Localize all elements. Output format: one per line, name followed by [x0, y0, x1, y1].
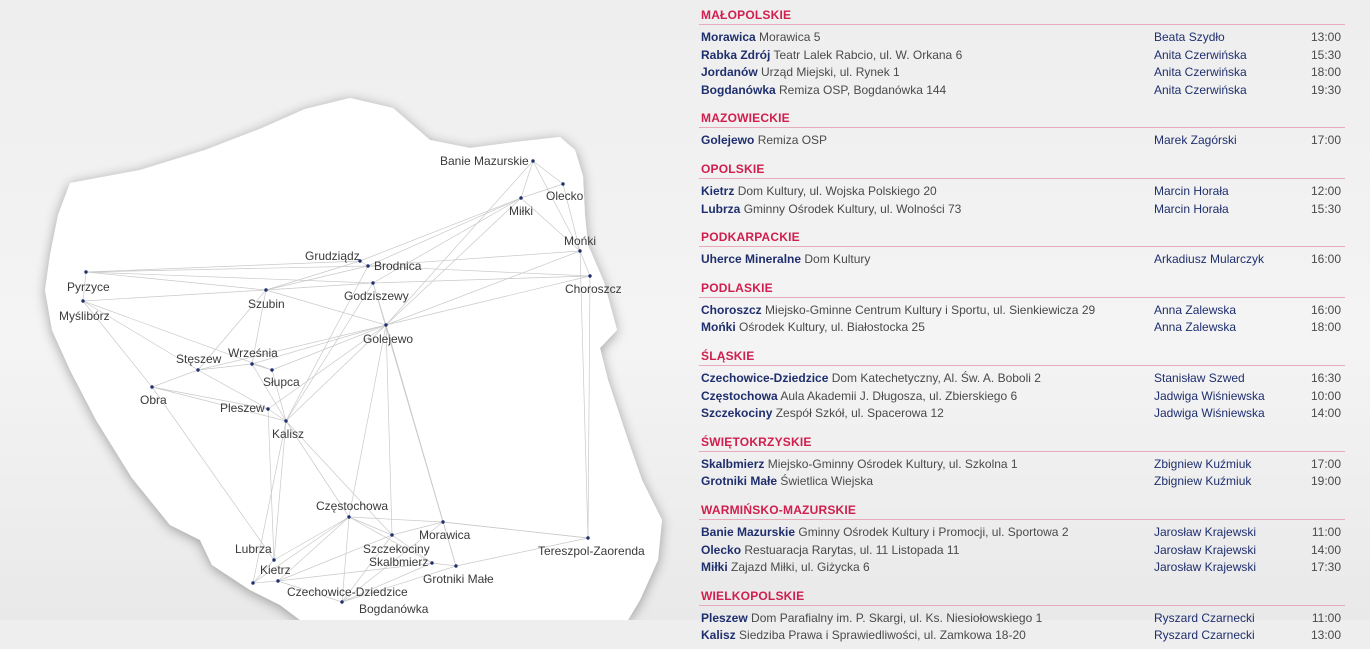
- city-label: Bogdanówka: [359, 602, 429, 616]
- region-section: [699, 222, 1345, 273]
- city-label: Częstochowa: [316, 499, 389, 513]
- route-map-svg: [0, 0, 690, 620]
- event-speaker: Jarosław Krajewski: [1154, 560, 1257, 575]
- event-row: [699, 610, 1345, 628]
- city-label: Grotniki Małe: [423, 572, 494, 586]
- event-town: Częstochowa: [701, 388, 778, 403]
- event-venue: Urząd Miejski, ul. Rynek 1: [761, 65, 900, 80]
- city-label: Brodnica: [374, 259, 422, 273]
- event-venue: Świetlica Wiejska: [780, 474, 874, 489]
- city-dot: [441, 520, 444, 523]
- city-dot: [196, 368, 199, 371]
- event-speaker: Marcin Horała: [1154, 201, 1229, 216]
- region-rows: [699, 452, 1345, 495]
- event-time: 17:00: [1310, 456, 1341, 471]
- event-venue: Remiza OSP: [757, 133, 828, 148]
- event-time: 13:00: [1310, 628, 1341, 643]
- region-rows: [699, 179, 1345, 222]
- event-speaker: Jarosław Krajewski: [1154, 542, 1257, 557]
- city-dot: [561, 182, 564, 185]
- event-town: Czechowice-Dziedzice: [701, 370, 829, 385]
- event-row: [699, 319, 1345, 337]
- event-venue: Morawica 5: [759, 30, 821, 44]
- event-town: Lubrza: [701, 201, 741, 216]
- city-dot: [454, 564, 457, 567]
- region-header: ŚWIĘTOKRZYSKIE: [699, 427, 1345, 452]
- event-row: [699, 542, 1345, 560]
- city-dot: [81, 299, 84, 302]
- city-label: Pyrzyce: [67, 280, 110, 294]
- city-label: Olecko: [546, 189, 584, 203]
- event-row: [699, 524, 1345, 542]
- city-dot: [270, 368, 273, 371]
- event-speaker: Jadwiga Wiśniewska: [1154, 388, 1265, 403]
- event-town: Szczekociny: [701, 406, 773, 421]
- event-speaker: Anna Zalewska: [1154, 320, 1237, 335]
- event-town: Banie Mazurskie: [701, 524, 796, 539]
- event-venue: Miejsko-Gminny Ośrodek Kultury, ul. Szkolna 1: [767, 456, 1018, 471]
- event-row: [699, 132, 1345, 150]
- city-label: Pleszew: [220, 401, 265, 415]
- event-venue: Restuaracja Rarytas, ul. 11 Listopada 11: [744, 542, 960, 557]
- event-venue: Remiza OSP, Bogdanówka 144: [779, 82, 947, 97]
- city-label: Morawica: [419, 528, 471, 542]
- city-dot: [390, 533, 393, 536]
- region-rows: [699, 366, 1345, 427]
- city-dot: [519, 196, 522, 199]
- event-time: 14:00: [1310, 542, 1341, 557]
- city-label: Lubrza: [235, 542, 272, 556]
- event-speaker: Anita Czerwińska: [1154, 47, 1247, 62]
- event-speaker: Anna Zalewska: [1154, 302, 1237, 317]
- city-dot: [284, 419, 287, 422]
- event-row: [699, 627, 1345, 645]
- city-dot: [430, 561, 433, 564]
- event-venue: Zespół Szkół, ul. Spacerowa 12: [775, 406, 944, 421]
- event-town: Grotniki Małe: [701, 474, 778, 489]
- region-header: ŚLĄSKIE: [699, 341, 1345, 366]
- event-row: [699, 370, 1345, 388]
- city-label: Stęszew: [176, 352, 222, 366]
- event-row: [699, 473, 1345, 491]
- event-speaker: Jadwiga Wiśniewska: [1154, 406, 1265, 421]
- event-venue: Teatr Lalek Rabcio, ul. W. Orkana 6: [773, 47, 963, 62]
- event-speaker: Zbigniew Kuźmiuk: [1154, 474, 1252, 489]
- city-dot: [251, 581, 254, 584]
- city-dot: [384, 323, 387, 326]
- event-row: [699, 456, 1345, 474]
- city-dot: [347, 515, 350, 518]
- event-town: Bogdanówka: [701, 82, 776, 97]
- region-header: WARMIŃSKO-MAZURSKIE: [699, 495, 1345, 520]
- event-venue: Miejsko-Gminne Centrum Kultury i Sportu, ul. Sienkiewicza 29: [765, 302, 1096, 317]
- event-town: Rabka Zdrój: [701, 47, 771, 62]
- event-time: 11:00: [1311, 610, 1341, 625]
- city-label: Słupca: [263, 375, 300, 389]
- region-header: WIELKOPOLSKIE: [699, 581, 1345, 606]
- city-dot: [578, 249, 581, 252]
- city-label: Mońki: [564, 234, 597, 248]
- event-speaker: Anita Czerwińska: [1154, 82, 1247, 97]
- event-schedule: [699, 0, 1345, 643]
- region-section: [699, 495, 1345, 581]
- city-dot: [588, 274, 591, 277]
- event-speaker: Jarosław Krajewski: [1154, 524, 1257, 539]
- event-venue: Dom Kultury: [804, 252, 871, 267]
- region-section: [699, 154, 1345, 222]
- region-section: [699, 581, 1345, 649]
- event-time: 19:30: [1310, 82, 1341, 97]
- event-speaker: Zbigniew Kuźmiuk: [1154, 456, 1252, 471]
- event-time: 10:00: [1310, 388, 1341, 403]
- event-time: 17:00: [1310, 133, 1341, 148]
- event-row: [699, 251, 1345, 269]
- event-venue: Dom Katechetyczny, Al. Św. A. Boboli 2: [831, 370, 1041, 385]
- region-rows: [699, 25, 1345, 103]
- event-venue: Ośrodek Kultury, ul. Białostocka 25: [739, 320, 925, 335]
- city-dot: [272, 558, 275, 561]
- event-time: 15:30: [1310, 201, 1341, 216]
- event-speaker: Beata Szydło: [1154, 30, 1225, 44]
- city-label: Godziszewy: [344, 289, 409, 303]
- event-row: [699, 47, 1345, 65]
- region-rows: [699, 247, 1345, 273]
- event-row: [699, 64, 1345, 82]
- event-row: [699, 201, 1345, 219]
- event-time: 16:30: [1310, 370, 1341, 385]
- event-town: Morawica: [701, 30, 756, 44]
- region-rows: [699, 606, 1345, 649]
- region-rows: [699, 520, 1345, 581]
- event-town: Jordanów: [701, 65, 758, 80]
- event-speaker: Ryszard Czarnecki: [1154, 628, 1255, 643]
- city-dot: [531, 159, 534, 162]
- region-rows: [699, 128, 1345, 154]
- event-row: [699, 559, 1345, 577]
- city-label: Obra: [140, 393, 167, 407]
- city-label: Banie Mazurskie: [440, 154, 529, 168]
- city-label: Choroszcz: [565, 282, 622, 296]
- region-header: MAŁOPOLSKIE: [699, 0, 1345, 25]
- event-venue: Gminny Ośrodek Kultury i Promocji, ul. Sportowa 2: [798, 524, 1069, 539]
- event-time: 15:30: [1310, 47, 1341, 62]
- city-label: Golejewo: [363, 332, 414, 346]
- event-time: 18:00: [1310, 65, 1341, 80]
- event-town: Olecko: [701, 542, 742, 557]
- event-time: 12:00: [1310, 183, 1341, 198]
- city-dot: [150, 385, 153, 388]
- city-dot: [366, 264, 369, 267]
- city-dot: [340, 600, 343, 603]
- region-section: [699, 427, 1345, 495]
- event-row: [699, 82, 1345, 100]
- event-town: Miłki: [701, 560, 728, 575]
- city-dot: [371, 281, 374, 284]
- event-town: Mońki: [701, 320, 736, 335]
- event-speaker: Arkadiusz Mularczyk: [1154, 252, 1265, 267]
- region-header: OPOLSKIE: [699, 154, 1345, 179]
- event-town: Golejewo: [701, 133, 755, 148]
- city-label: Szczekociny: [363, 542, 430, 556]
- city-label: Czechowice-Dziedzice: [287, 585, 408, 599]
- event-row: [699, 388, 1345, 406]
- poland-map: [0, 0, 690, 620]
- city-dot: [276, 579, 279, 582]
- event-speaker: Marcin Horała: [1154, 183, 1229, 198]
- event-town: Skalbmierz: [701, 456, 765, 471]
- event-town: Uherce Mineralne: [701, 252, 802, 267]
- city-label: Szubin: [248, 297, 285, 311]
- event-row: [699, 29, 1345, 47]
- region-header: PODKARPACKIE: [699, 222, 1345, 247]
- event-venue: Aula Akademii J. Długosza, ul. Zbierskiego 6: [780, 388, 1018, 403]
- event-speaker: Anita Czerwińska: [1154, 65, 1247, 80]
- event-town: Pleszew: [701, 610, 748, 625]
- event-time: 18:00: [1310, 320, 1341, 335]
- event-row: [699, 183, 1345, 201]
- region-section: [699, 103, 1345, 154]
- city-dot: [84, 270, 87, 273]
- city-dot: [586, 536, 589, 539]
- event-time: 16:00: [1310, 302, 1341, 317]
- event-town: Kietrz: [701, 183, 735, 198]
- event-venue: Gminny Ośrodek Kultury, ul. Wolności 73: [743, 201, 962, 216]
- event-venue: Zajazd Miłki, ul. Giżycka 6: [731, 560, 870, 575]
- city-dot: [266, 407, 269, 410]
- region-rows: [699, 298, 1345, 341]
- event-time: 13:00: [1310, 30, 1341, 44]
- city-label: Września: [228, 346, 278, 360]
- event-time: 14:00: [1310, 406, 1341, 421]
- event-time: 17:30: [1310, 560, 1341, 575]
- city-label: Miłki: [509, 204, 533, 218]
- region-section: [699, 273, 1345, 341]
- event-town: Choroszcz: [701, 302, 762, 317]
- region-section: [699, 341, 1345, 427]
- region-header: MAZOWIECKIE: [699, 103, 1345, 128]
- event-venue: Siedziba Prawa i Sprawiedliwości, ul. Zamkowa 18-20: [739, 628, 1026, 643]
- event-venue: Dom Kultury, ul. Wojska Polskiego 20: [737, 183, 937, 198]
- event-town: Kalisz: [701, 628, 736, 643]
- event-time: 16:00: [1310, 252, 1341, 267]
- city-dot: [264, 288, 267, 291]
- event-speaker: Ryszard Czarnecki: [1154, 610, 1255, 625]
- region-header: PODLASKIE: [699, 273, 1345, 298]
- event-time: 11:00: [1311, 524, 1341, 539]
- event-speaker: Stanisław Szwed: [1154, 370, 1245, 385]
- event-speaker: Marek Zagórski: [1154, 133, 1237, 148]
- region-section: [699, 0, 1345, 103]
- event-row: [699, 405, 1345, 423]
- event-row: [699, 302, 1345, 320]
- city-dot: [250, 362, 253, 365]
- city-label: Tereszpol-Zaorenda: [538, 544, 645, 558]
- city-label: Grudziądz: [305, 249, 360, 263]
- city-label: Kietrz: [260, 563, 291, 577]
- city-label: Kalisz: [272, 427, 305, 441]
- city-label: Myślibórz: [59, 309, 110, 323]
- city-label: Skalbmierz: [369, 555, 429, 569]
- event-venue: Dom Parafialny im. P. Skargi, ul. Ks. Niesiołowskiego 1: [751, 610, 1043, 625]
- event-time: 19:00: [1310, 474, 1341, 489]
